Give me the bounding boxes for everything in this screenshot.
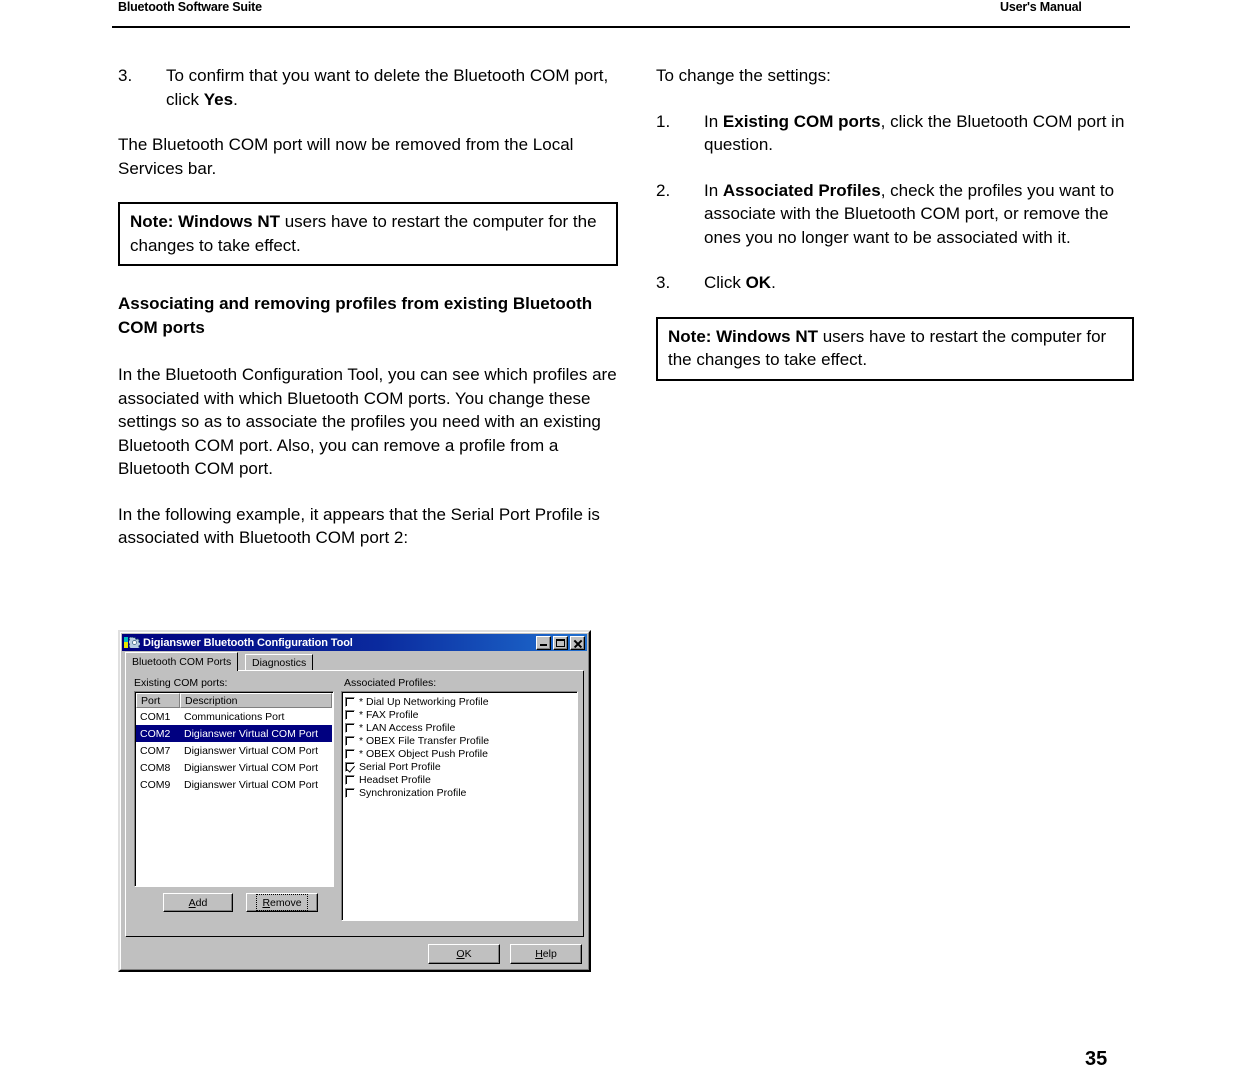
table-row[interactable] [136, 742, 332, 759]
row-port: COM9 [140, 778, 171, 791]
table-row[interactable] [136, 776, 332, 793]
checkbox-checked-icon[interactable] [345, 762, 355, 772]
ok-button-label: OK [456, 948, 472, 960]
ok-button[interactable] [428, 944, 500, 964]
checkbox-icon[interactable] [345, 697, 355, 707]
profile-label: Headset Profile [359, 773, 431, 786]
checkbox-icon[interactable] [345, 788, 355, 798]
left-note-bold: Note: Windows NT [130, 212, 280, 231]
right-step-2 [656, 179, 1146, 250]
checkbox-icon[interactable] [345, 736, 355, 746]
row-port: COM1 [140, 710, 171, 723]
left-column [118, 64, 618, 572]
bluetooth-antenna-icon [124, 637, 128, 648]
close-button[interactable] [570, 636, 585, 650]
ports-column-header-description[interactable]: Description [180, 693, 332, 708]
checkbox-icon[interactable] [345, 723, 355, 733]
right-step-1-number: 1. [656, 111, 671, 131]
tab-diagnostics[interactable] [245, 654, 313, 670]
right-step-2-text-a: In [704, 180, 723, 200]
left-note-rest: users have to restart the computer for the changes to take effect. [130, 212, 597, 255]
right-step-3-text-a: Click [704, 273, 746, 292]
associated-profiles-label: Associated Profiles: [344, 677, 437, 689]
left-note-box [118, 202, 618, 266]
row-port: COM7 [140, 744, 171, 757]
header-right-title: User's Manual [1000, 0, 1082, 14]
row-description: Digianswer Virtual COM Port [184, 744, 319, 757]
left-step-3-bold: Yes [203, 89, 234, 109]
list-item[interactable] [345, 734, 576, 747]
add-button[interactable] [163, 893, 233, 912]
left-paragraph-example: In the following example, it appears that the Serial Port Profile is associated with Bluetooth COM port 2: [118, 504, 600, 547]
profile-label: Synchronization Profile [359, 786, 467, 799]
right-step-2-bold: Associated Profiles [722, 180, 881, 200]
right-step-2-number: 2. [656, 180, 671, 200]
left-paragraph-config: In the Bluetooth Configuration Tool, you can see which profiles are associated with which Bluetooth COM ports. You change these settings so as to associate the profiles you need with an existing Bluetooth COM port. Also, you can remove a profile from a Bluetooth COM port. [118, 365, 617, 478]
right-step-3-bold: OK [745, 273, 772, 292]
list-item[interactable] [345, 721, 576, 734]
right-note-bold: Note: Windows NT [668, 326, 818, 346]
table-row-selected[interactable] [136, 725, 332, 742]
header-rule [112, 26, 1130, 28]
list-item-checked[interactable] [345, 760, 576, 773]
list-item[interactable] [345, 695, 576, 708]
remove-button-label: Remove [262, 896, 302, 909]
profile-label: * FAX Profile [359, 708, 419, 721]
right-step-1-text-a: In [704, 111, 723, 131]
associated-profiles-list[interactable] [341, 691, 578, 921]
minimize-button[interactable] [536, 636, 551, 650]
right-step-2-text-b: , check the profiles you want to associate with the Bluetooth COM port, or remove the ones you no longer want to be associated with it. [704, 180, 1115, 247]
tab-bluetooth-com-ports[interactable] [125, 652, 238, 671]
right-step-1 [656, 110, 1146, 157]
window-icon-group [124, 637, 140, 648]
existing-com-ports-list[interactable] [134, 691, 334, 887]
help-button[interactable] [510, 944, 582, 964]
tab-page-bluetooth-com-ports [125, 670, 584, 937]
profile-label: * OBEX Object Push Profile [359, 747, 488, 760]
left-step-3-number: 3. [118, 66, 133, 85]
profiles-checkbox-list [343, 693, 576, 919]
window-control-buttons [536, 636, 585, 650]
right-note-rest: users have to restart the computer for the changes to take effect. [668, 326, 1107, 369]
right-step-1-bold: Existing COM ports [722, 111, 881, 131]
gear-icon [129, 637, 140, 648]
checkbox-icon[interactable] [345, 749, 355, 759]
list-item[interactable] [345, 747, 576, 760]
profile-label: * LAN Access Profile [359, 721, 456, 734]
tab-strip [125, 653, 584, 670]
profile-label: Serial Port Profile [359, 760, 441, 773]
list-item[interactable] [345, 708, 576, 721]
maximize-button[interactable] [553, 636, 568, 650]
row-description: Digianswer Virtual COM Port [184, 778, 319, 791]
list-item[interactable] [345, 786, 576, 799]
left-step-3 [118, 64, 618, 111]
ports-list-rows [136, 708, 332, 885]
checkbox-icon[interactable] [345, 710, 355, 720]
right-intro: To change the settings: [656, 66, 831, 85]
right-step-3 [656, 271, 1146, 295]
left-step-3-text-b: . [233, 89, 238, 109]
row-description: Digianswer Virtual COM Port [184, 727, 319, 740]
row-port: COM8 [140, 761, 171, 774]
profile-label: * OBEX File Transfer Profile [359, 734, 490, 747]
row-port: COM2 [140, 727, 171, 740]
ports-list-header-row [136, 693, 332, 708]
dialog-button-bar [125, 939, 584, 967]
profile-label: * Dial Up Networking Profile [359, 695, 489, 708]
window-title-text: Digianswer Bluetooth Configuration Tool [143, 636, 353, 649]
header-left-title: Bluetooth Software Suite [118, 0, 262, 14]
table-row[interactable] [136, 759, 332, 776]
remove-button[interactable] [246, 893, 318, 912]
right-step-3-number: 3. [656, 273, 671, 292]
window-title-bar[interactable] [122, 634, 587, 651]
ports-column-header-port[interactable]: Port [136, 693, 180, 708]
add-button-label: Add [188, 896, 208, 909]
tab-bluetooth-com-ports-label: Bluetooth COM Ports [132, 656, 232, 668]
list-item[interactable] [345, 773, 576, 786]
left-step-3-text-a: To confirm that you want to delete the Bluetooth COM port, click [166, 66, 609, 109]
tab-diagnostics-label: Diagnostics [252, 656, 307, 669]
section-heading: Associating and removing profiles from existing Bluetooth COM ports [118, 294, 593, 337]
checkbox-icon[interactable] [345, 775, 355, 785]
row-description: Digianswer Virtual COM Port [184, 761, 319, 774]
right-note-box [656, 317, 1134, 381]
left-paragraph-removed: The Bluetooth COM port will now be removed from the Local Services bar. [118, 135, 574, 178]
existing-com-ports-label: Existing COM ports: [134, 677, 228, 689]
right-step-3-text-b: . [771, 273, 776, 292]
right-step-1-text-b: , click the Bluetooth COM port in question. [704, 111, 1125, 154]
page-number: 35 [1085, 1048, 1108, 1070]
right-column [656, 64, 1146, 407]
help-button-label: Help [535, 948, 557, 960]
bluetooth-configuration-tool-window [118, 630, 591, 972]
table-row[interactable] [136, 708, 332, 725]
row-description: Communications Port [184, 710, 285, 723]
